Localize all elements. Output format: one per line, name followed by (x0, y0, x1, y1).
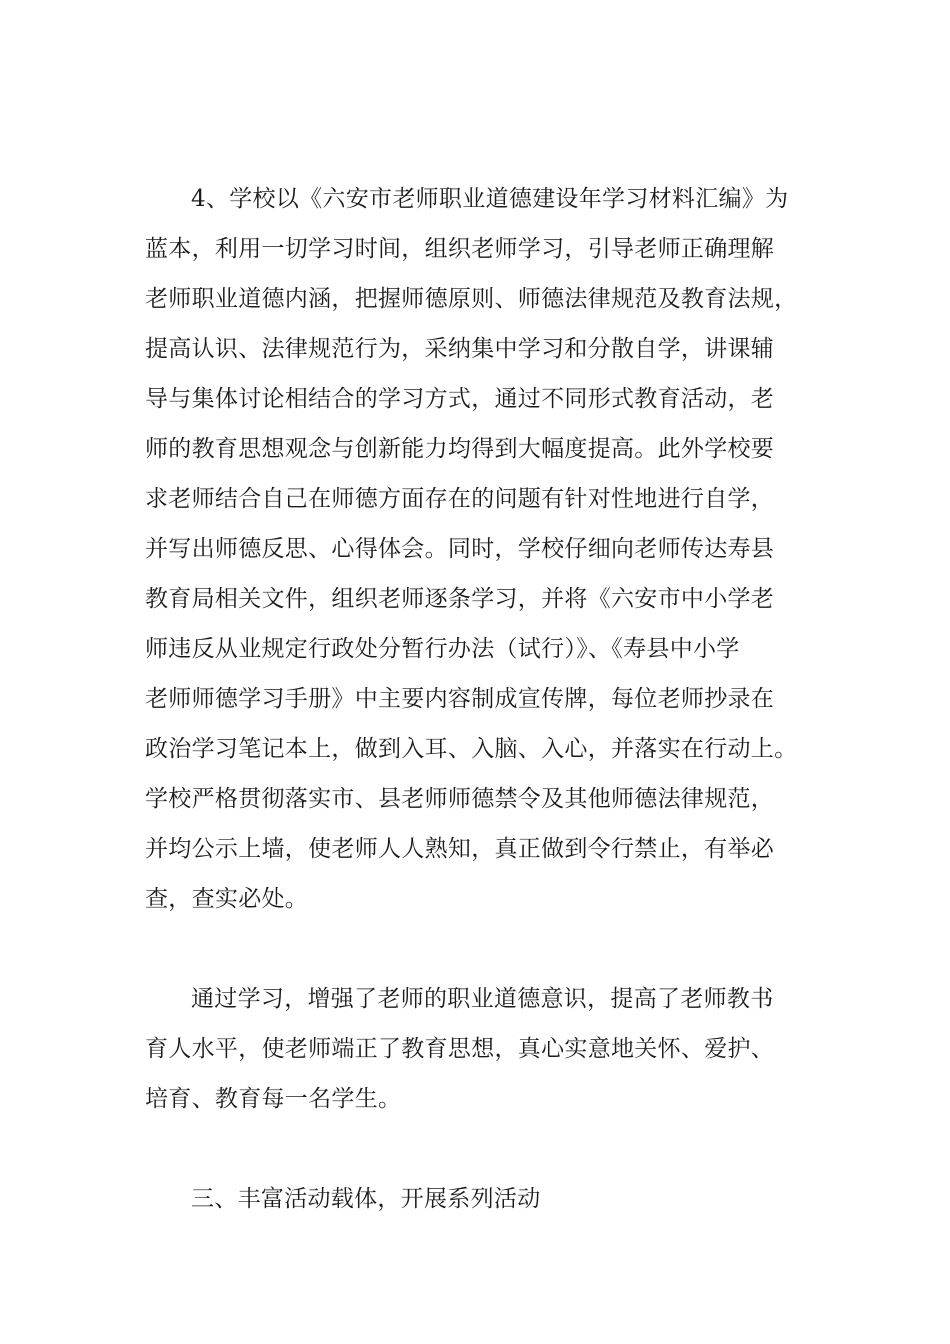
paragraph-line: 学校严格贯彻落实市、县老师师德禁令及其他师德法律规范， (145, 786, 775, 812)
paragraph-line: 培育、教育每一名学生。 (145, 1086, 402, 1112)
paragraph-line: 求老师结合自己在师德方面存在的问题有针对性地进行自学， (145, 486, 775, 512)
paragraph-line: 师违反从业规定行政处分暂行办法（试行）》、《寿县中小学 (145, 636, 740, 662)
paragraph-line: 并均公示上墙，使老师人人熟知，真正做到令行禁止，有举必 (145, 836, 775, 862)
paragraph-line: 并写出师德反思、心得体会。同时，学校仔细向老师传达寿县 (145, 536, 775, 562)
paragraph-line: 老师职业道德内涵，把握师德原则、师德法律规范及教育法规， (145, 286, 798, 312)
paragraph-teacher-ethics-study (145, 174, 835, 924)
paragraph-line: 老师师德学习手册》中主要内容制成宣传牌，每位老师抄录在 (145, 686, 775, 712)
paragraph-line: 查，查实必处。 (145, 886, 309, 912)
paragraph-line: 教育局相关文件，组织老师逐条学习，并将《六安市中小学老 (145, 586, 775, 612)
section-heading (145, 1174, 835, 1224)
paragraph-line: 提高认识、法律规范行为，采纳集中学习和分散自学，讲课辅 (145, 336, 775, 362)
paragraph-line: 4、学校以《六安市老师职业道德建设年学习材料汇编》为 (191, 186, 789, 212)
paragraph-line: 通过学习，增强了老师的职业道德意识，提高了老师教书 (191, 986, 774, 1012)
section-heading-text: 三、丰富活动载体，开展系列活动 (191, 1186, 541, 1212)
paragraph-line: 育人水平，使老师端正了教育思想，真心实意地关怀、爱护、 (145, 1036, 775, 1062)
paragraph-study-results (145, 974, 835, 1124)
paragraph-line: 导与集体讨论相结合的学习方式，通过不同形式教育活动，老 (145, 386, 775, 412)
paragraph-line: 蓝本，利用一切学习时间，组织老师学习，引导老师正确理解 (145, 236, 775, 262)
paragraph-line: 师的教育思想观念与创新能力均得到大幅度提高。此外学校要 (145, 436, 775, 462)
paragraph-line: 政治学习笔记本上，做到入耳、入脑、入心，并落实在行动上。 (145, 736, 798, 762)
